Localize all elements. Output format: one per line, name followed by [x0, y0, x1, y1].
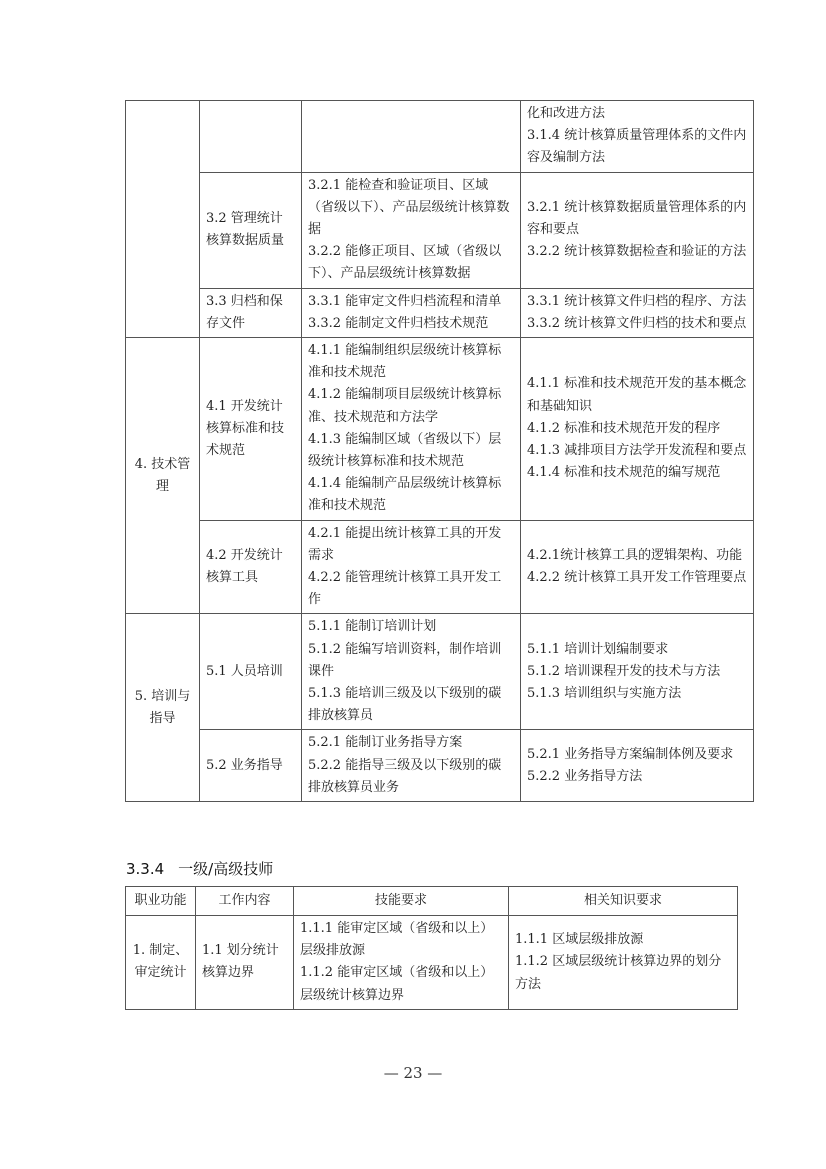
- table-header-row: [126, 887, 738, 916]
- skills-cell: 5.1.1 能制订培训计划 5.1.2 能编写培训资料，制作培训课件 5.1.3 能培训三级及以下级别的碳排放核算员: [302, 614, 521, 730]
- table-row: [126, 338, 754, 521]
- skills-cell: 1.1.1 能审定区域（省级和以上）层级排放源 1.1.2 能审定区域（省级和以上）层级统计核算边界: [294, 916, 509, 1010]
- table-row: [126, 520, 754, 614]
- skills-table-continued: [125, 100, 754, 802]
- function-cell: 4. 技术管理: [126, 338, 200, 614]
- function-cell: 1. 制定、审定统计: [126, 916, 196, 1010]
- table-row: [126, 172, 754, 288]
- section-title: 一级/高级技师: [178, 860, 274, 878]
- work-content-cell: 4.2 开发统计核算工具: [200, 520, 302, 614]
- skills-cell: 4.1.1 能编制组织层级统计核算标准和技术规范 4.1.2 能编制项目层级统计核算标准、技术规范和方法学 4.1.3 能编制区域（省级以下）层级统计核算标准和技术规范 4.1.4 能编制产品层级统计核算标准和技术规范: [302, 338, 521, 521]
- work-content-cell: 4.1 开发统计核算标准和技术规范: [200, 338, 302, 521]
- table-row: [126, 614, 754, 730]
- function-cell: [126, 101, 200, 338]
- skills-cell: [302, 101, 521, 173]
- work-content-cell: 3.3 归档和保存文件: [200, 288, 302, 337]
- column-header: 技能要求: [294, 887, 509, 916]
- table-row: [126, 288, 754, 337]
- section-heading: [126, 858, 273, 879]
- page-number: — 23 —: [383, 1064, 443, 1082]
- table-row: [126, 916, 738, 1010]
- knowledge-cell: 4.1.1 标准和技术规范开发的基本概念和基础知识 4.1.2 标准和技术规范开发的程序 4.1.3 减排项目方法学开发流程和要点 4.1.4 标准和技术规范的编写规范: [521, 338, 754, 521]
- table-row: [126, 730, 754, 802]
- function-cell: 5. 培训与指导: [126, 614, 200, 802]
- knowledge-cell: 3.2.1 统计核算数据质量管理体系的内容和要点 3.2.2 统计核算数据检查和验证的方法: [521, 172, 754, 288]
- skills-cell: 5.2.1 能制订业务指导方案 5.2.2 能指导三级及以下级别的碳排放核算员业务: [302, 730, 521, 802]
- section-number: 3.3.4: [126, 860, 165, 878]
- knowledge-cell: 3.3.1 统计核算文件归档的程序、方法 3.3.2 统计核算文件归档的技术和要点: [521, 288, 754, 337]
- work-content-cell: 5.1 人员培训: [200, 614, 302, 730]
- skills-cell: 3.2.1 能检查和验证项目、区域（省级以下）、产品层级统计核算数据 3.2.2 能修正项目、区域（省级以下）、产品层级统计核算数据: [302, 172, 521, 288]
- work-content-cell: [200, 101, 302, 173]
- skills-cell: 4.2.1 能提出统计核算工具的开发需求 4.2.2 能管理统计核算工具开发工作: [302, 520, 521, 614]
- column-header: 职业功能: [126, 887, 196, 916]
- knowledge-cell: 1.1.1 区域层级排放源 1.1.2 区域层级统计核算边界的划分方法: [509, 916, 738, 1010]
- work-content-cell: 3.2 管理统计核算数据质量: [200, 172, 302, 288]
- knowledge-cell: 5.2.1 业务指导方案编制体例及要求 5.2.2 业务指导方法: [521, 730, 754, 802]
- knowledge-cell: 化和改进方法 3.1.4 统计核算质量管理体系的文件内容及编制方法: [521, 101, 754, 173]
- knowledge-cell: 5.1.1 培训计划编制要求 5.1.2 培训课程开发的技术与方法 5.1.3 培训组织与实施方法: [521, 614, 754, 730]
- column-header: 相关知识要求: [509, 887, 738, 916]
- knowledge-cell: 4.2.1统计核算工具的逻辑架构、功能 4.2.2 统计核算工具开发工作管理要点: [521, 520, 754, 614]
- table-row: [126, 101, 754, 173]
- column-header: 工作内容: [196, 887, 294, 916]
- skills-table: [125, 886, 738, 1010]
- work-content-cell: 5.2 业务指导: [200, 730, 302, 802]
- skills-cell: 3.3.1 能审定文件归档流程和清单 3.3.2 能制定文件归档技术规范: [302, 288, 521, 337]
- work-content-cell: 1.1 划分统计核算边界: [196, 916, 294, 1010]
